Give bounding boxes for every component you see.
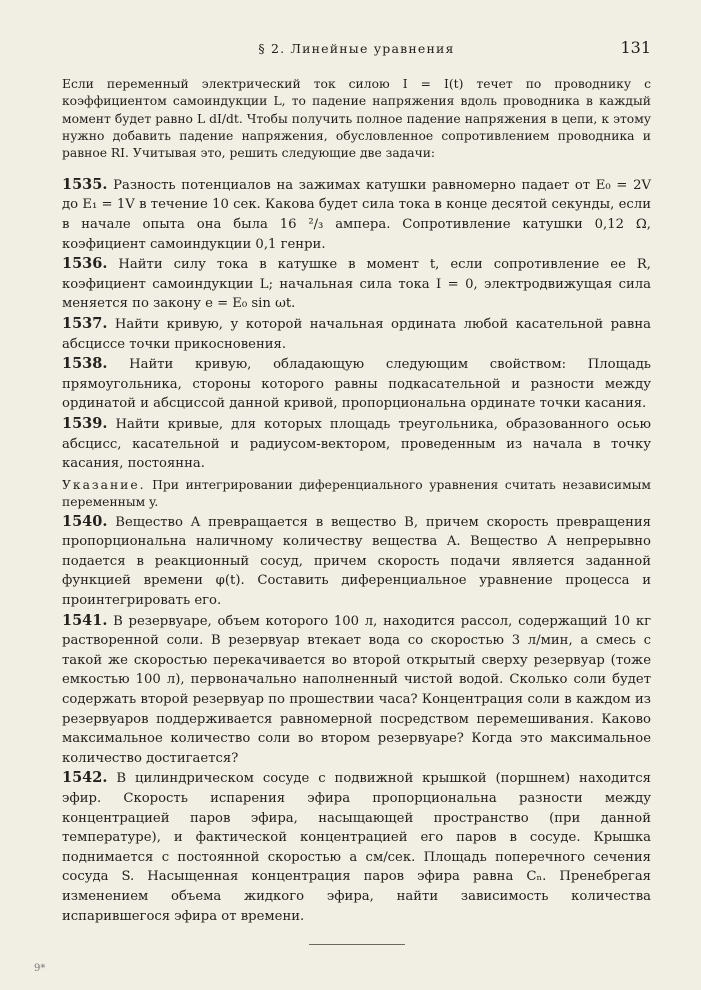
problem-number: 1539. bbox=[62, 414, 108, 432]
problem-text: Найти кривую, обладающую следующим свойством: Площадь прямоугольника, стороны которого равны подкасательной и разности между ординатой и абсциссой данной кривой, пропорциональна ординате точки касания. bbox=[62, 357, 651, 412]
page-number: 131 bbox=[620, 38, 651, 57]
problem-number: 1540. bbox=[62, 512, 108, 530]
problem-text: Найти силу тока в катушке в момент t, если сопротивление ее R, коэфициент самоиндукции L; начальная сила тока I = 0, электродвижущая сила меняется по закону e = E₀ sin ωt. bbox=[62, 257, 651, 312]
end-divider bbox=[309, 944, 405, 945]
problem-1538 bbox=[62, 354, 651, 414]
problem-text: Разность потенциалов на зажимах катушки равномерно падает от E₀ = 2V до E₁ = 1V в течение 10 сек. Какова будет сила тока в конце десятой секунды, если в начале опыта она была 16 ²/₃ ампера. Сопротивление катушки 0,12 Ω, коэфициент самоиндукции 0,1 генри. bbox=[62, 177, 651, 252]
intro-paragraph: Если переменный электрический ток силою I = I(t) течет по проводнику с коэффициентом самоиндукции L, то падение напряжения вдоль проводника в каждый момент будет равно L dI/dt. Чтобы получить полное падение напряжения в цепи, к этому нужно добавить падение напряжения, обусловленное сопротивлением проводника и равное RI. Учитывая это, решить следующие две задачи: bbox=[62, 77, 651, 161]
signature-mark: 9* bbox=[34, 963, 46, 974]
page-header bbox=[62, 38, 651, 64]
problem-text: Найти кривые, для которых площадь треугольника, образованного осью абсцисс, касательной и радиусом-вектором, проведенным из начала в точку касания, постоянна. bbox=[62, 416, 651, 472]
section-title: § 2. Линейные уравнения bbox=[258, 41, 455, 56]
problem-1539 bbox=[62, 414, 651, 474]
problem-1540 bbox=[62, 512, 651, 611]
problem-1541 bbox=[62, 611, 651, 769]
problem-1542 bbox=[62, 768, 651, 926]
hint-label: Указание. bbox=[62, 477, 146, 492]
problem-1537 bbox=[62, 314, 651, 354]
problem-number: 1535. bbox=[62, 175, 108, 193]
hint-text: При интегрировании диференциального уравнения считать независимым переменным y. bbox=[62, 477, 651, 510]
problem-list bbox=[62, 175, 651, 926]
problem-number: 1538. bbox=[62, 355, 108, 373]
problem-1536 bbox=[62, 254, 651, 314]
problem-text: Вещество A превращается в вещество B, причем скорость превращения пропорциональна наличному количеству вещества A. Вещество A непрерывно подается в реакционный сосуд, причем скорость подачи является заданной функцией времени φ(t). Составить диференциальное уравнение процесса и проинтегрировать его. bbox=[62, 514, 651, 609]
problem-number: 1537. bbox=[62, 314, 108, 332]
problem-number: 1542. bbox=[62, 769, 108, 787]
problem-number: 1536. bbox=[62, 255, 108, 273]
problem-text: В цилиндрическом сосуде с подвижной крышкой (поршнем) находится эфир. Скорость испарения эфира пропорциональна разности между концентрацией паров эфира, насыщающей пространство (при данной температуре), и фактической концентрацией его паров в сосуде. Крышка поднимается с постоянной скоростью a см/сек. Площадь поперечного сечения сосуда S. Насыщенная концентрация паров эфира равна Cₙ. Пренебрегая изменением объема жидкого эфира, найти зависимость количества испарившегося эфира от времени. bbox=[62, 771, 651, 924]
problem-text: Найти кривую, у которой начальная ордината любой касательной равна абсциссе точки прикосновения. bbox=[62, 316, 652, 352]
problem-1535 bbox=[62, 175, 651, 254]
problem-text: В резервуаре, объем которого 100 л, находится рассол, содержащий 10 кг растворенной соли. В резервуар втекает вода со скоростью 3 л/мин, а смесь с такой же скоростью перекачивается во второй открытый сверху резервуар (тоже емкостью 100 л), первоначально наполненный чистой водой. Сколько соли будет содержать второй резервуар по прошествии часа? Концентрация соли в каждом из резервуаров поддерживается равномерной посредством перемешивания. Каково максимальное количество соли во втором резервуаре? Когда это максимальное количество достигается? bbox=[62, 613, 651, 766]
hint-paragraph bbox=[62, 477, 651, 512]
problem-number: 1541. bbox=[62, 611, 108, 629]
